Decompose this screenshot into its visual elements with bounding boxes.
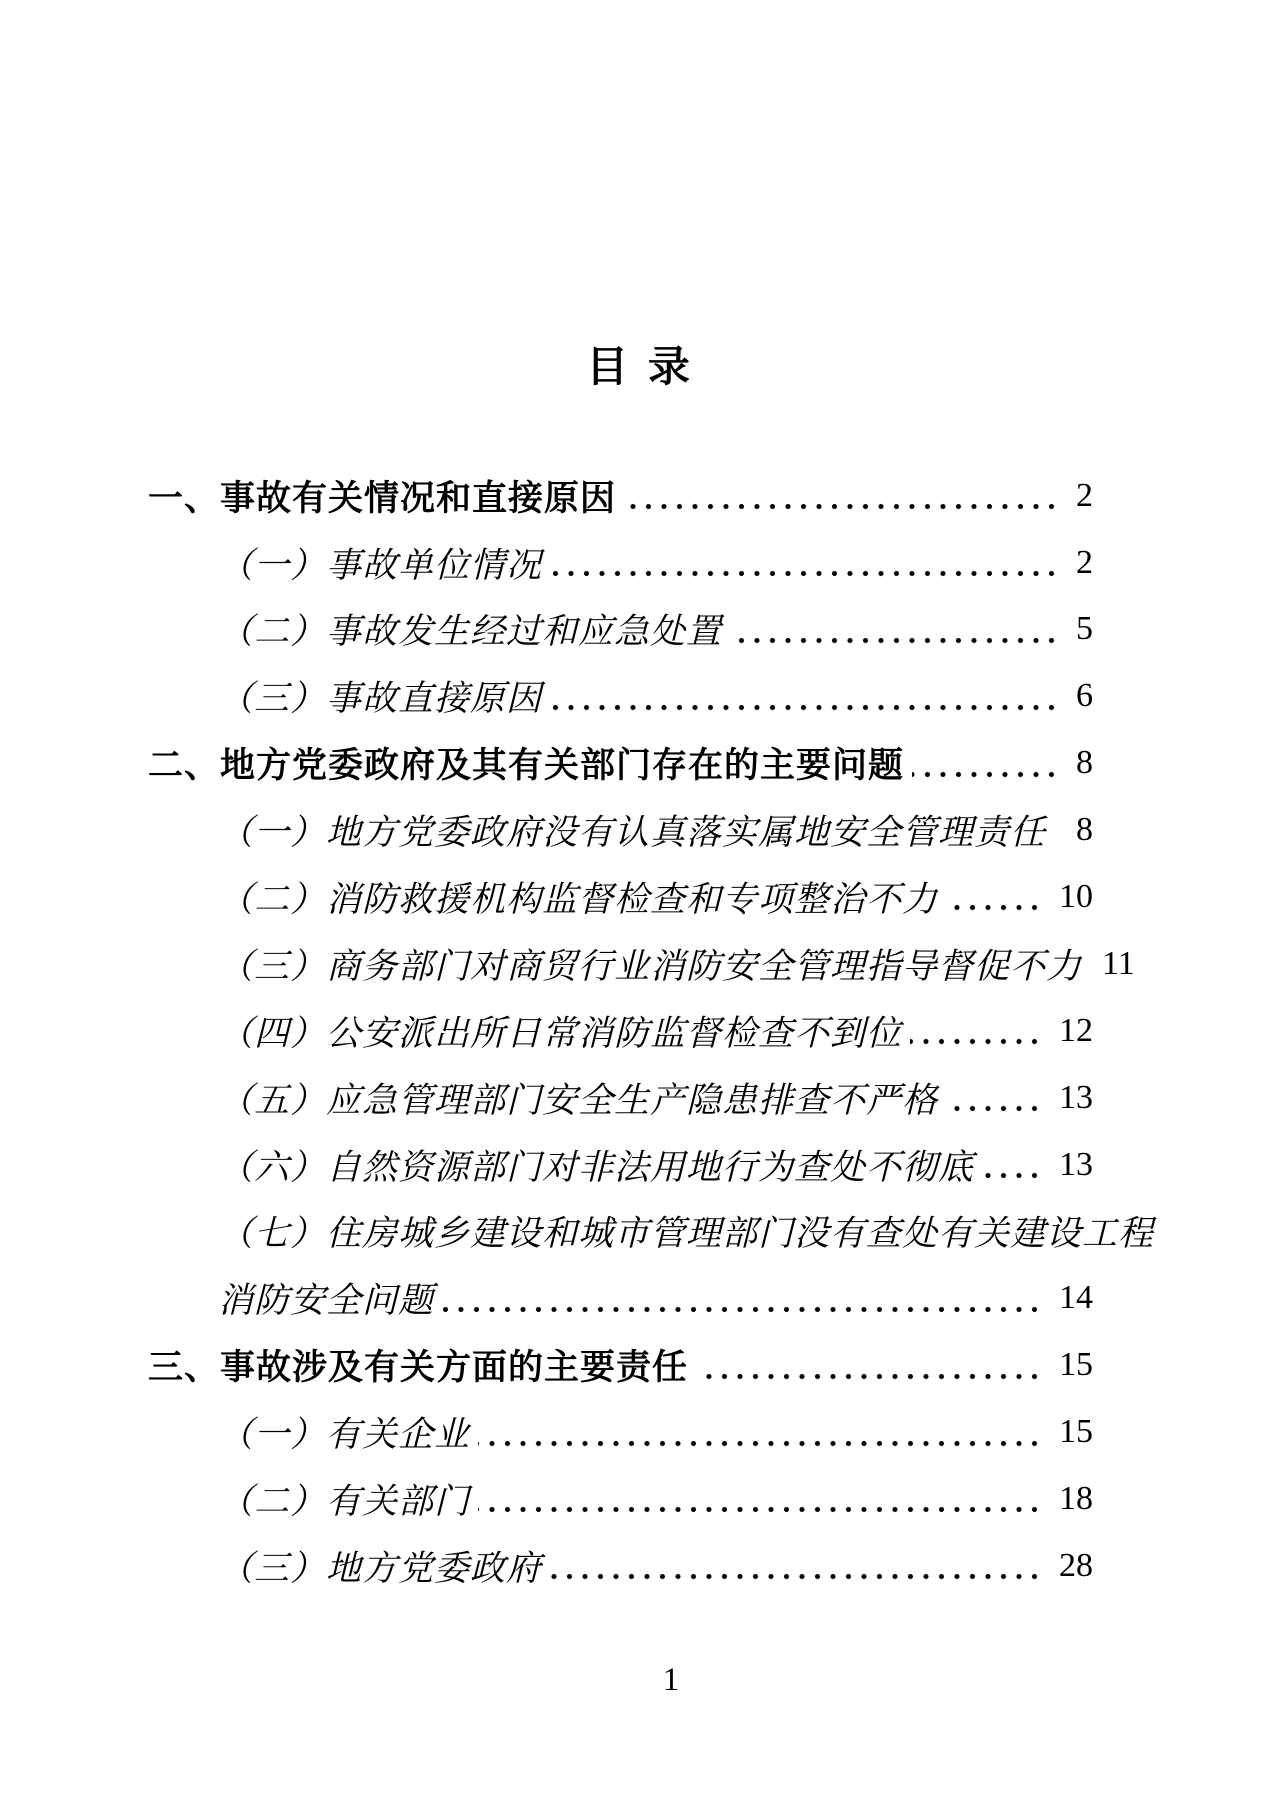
toc-entry-label: （二）事故发生经过和应急处置: [218, 612, 723, 652]
toc-entry-page-number: 8: [1076, 811, 1093, 849]
toc-entry-page-number: 2: [1076, 476, 1093, 514]
toc-entry-page-number: 15: [1059, 1413, 1093, 1451]
toc-entry-page-number: 10: [1059, 877, 1093, 915]
dot-leader: [982, 1171, 1047, 1180]
toc-entry-label: 三、事故涉及有关方面的主要责任: [148, 1348, 689, 1388]
toc-entry: [148, 1466, 1093, 1533]
dot-leader: [946, 1104, 1047, 1113]
dot-leader: [696, 1372, 1047, 1381]
toc-entry: [148, 1198, 1155, 1265]
toc-entry-page-number: 5: [1076, 610, 1093, 648]
toc-entry: [148, 1131, 1093, 1198]
toc-entry: [148, 930, 1135, 997]
toc-entry-page-number: 12: [1059, 1011, 1093, 1049]
dot-leader: [624, 502, 1064, 511]
toc-entry: [148, 997, 1093, 1064]
toc-entry: [148, 797, 1093, 864]
table-of-contents: [148, 462, 1155, 1599]
dot-leader: [478, 1439, 1047, 1448]
footer-page-number: 1: [662, 1662, 680, 1698]
dot-leader: [910, 1037, 1047, 1046]
toc-entry: [148, 663, 1093, 730]
toc-entry: [148, 529, 1093, 596]
toc-entry-label: （五）应急管理部门安全生产隐患排查不严格: [218, 1080, 939, 1120]
toc-entry-page-number: 13: [1059, 1078, 1093, 1116]
toc-entry-label: （三）商务部门对商贸行业消防安全管理指导督促不力: [218, 946, 1083, 986]
toc-entry-label: （四）公安派出所日常消防监督检查不到位: [218, 1013, 903, 1053]
toc-entry-page-number: 13: [1059, 1145, 1093, 1183]
toc-entry-label: （三）地方党委政府: [218, 1548, 543, 1588]
toc-entry: [148, 596, 1093, 663]
toc-entry-page-number: 14: [1059, 1279, 1093, 1317]
toc-entry: [148, 1265, 1093, 1332]
dot-leader: [550, 569, 1064, 578]
dot-leader: [730, 636, 1064, 645]
toc-entry-label: （二）有关部门: [218, 1481, 471, 1521]
toc-entry-page-number: 28: [1059, 1546, 1093, 1584]
toc-entry-label: （一）有关企业: [218, 1415, 471, 1455]
dot-leader: [1054, 837, 1064, 846]
toc-entry: [148, 1399, 1093, 1466]
toc-entry: [148, 730, 1093, 797]
toc-entry-label: 消防安全问题: [218, 1281, 435, 1321]
toc-entry-page-number: 15: [1059, 1346, 1093, 1384]
toc-entry-label: 一、事故有关情况和直接原因: [148, 478, 617, 518]
toc-entry-page-number: 18: [1059, 1479, 1093, 1517]
toc-entry: [148, 1532, 1093, 1599]
toc-entry: [148, 864, 1093, 931]
dot-leader: [550, 1572, 1047, 1581]
toc-entry-label: 二、地方党委政府及其有关部门存在的主要问题: [148, 746, 905, 786]
dot-leader: [442, 1305, 1047, 1314]
toc-entry-label: （一）事故单位情况: [218, 545, 543, 585]
toc-entry-label: （三）事故直接原因: [218, 679, 543, 719]
toc-entry-page-number: 11: [1102, 944, 1135, 982]
toc-entry-page-number: 8: [1076, 744, 1093, 782]
page-title: 目 录: [586, 343, 694, 390]
toc-entry-label: （一）地方党委政府没有认真落实属地安全管理责任: [218, 813, 1047, 853]
toc-entry-page-number: 2: [1076, 543, 1093, 581]
dot-leader: [478, 1505, 1047, 1514]
toc-entry: [148, 1064, 1093, 1131]
dot-leader: [912, 770, 1064, 779]
toc-entry: [148, 1332, 1093, 1399]
dot-leader: [550, 703, 1064, 712]
toc-entry-page-number: 6: [1076, 677, 1093, 715]
dot-leader: [946, 903, 1047, 912]
toc-entry-label: （七）住房城乡建设和城市管理部门没有查处有关建设工程: [218, 1214, 1155, 1254]
toc-entry: [148, 462, 1093, 529]
toc-entry-label: （六）自然资源部门对非法用地行为查处不彻底: [218, 1147, 975, 1187]
toc-entry-label: （二）消防救援机构监督检查和专项整治不力: [218, 879, 939, 919]
